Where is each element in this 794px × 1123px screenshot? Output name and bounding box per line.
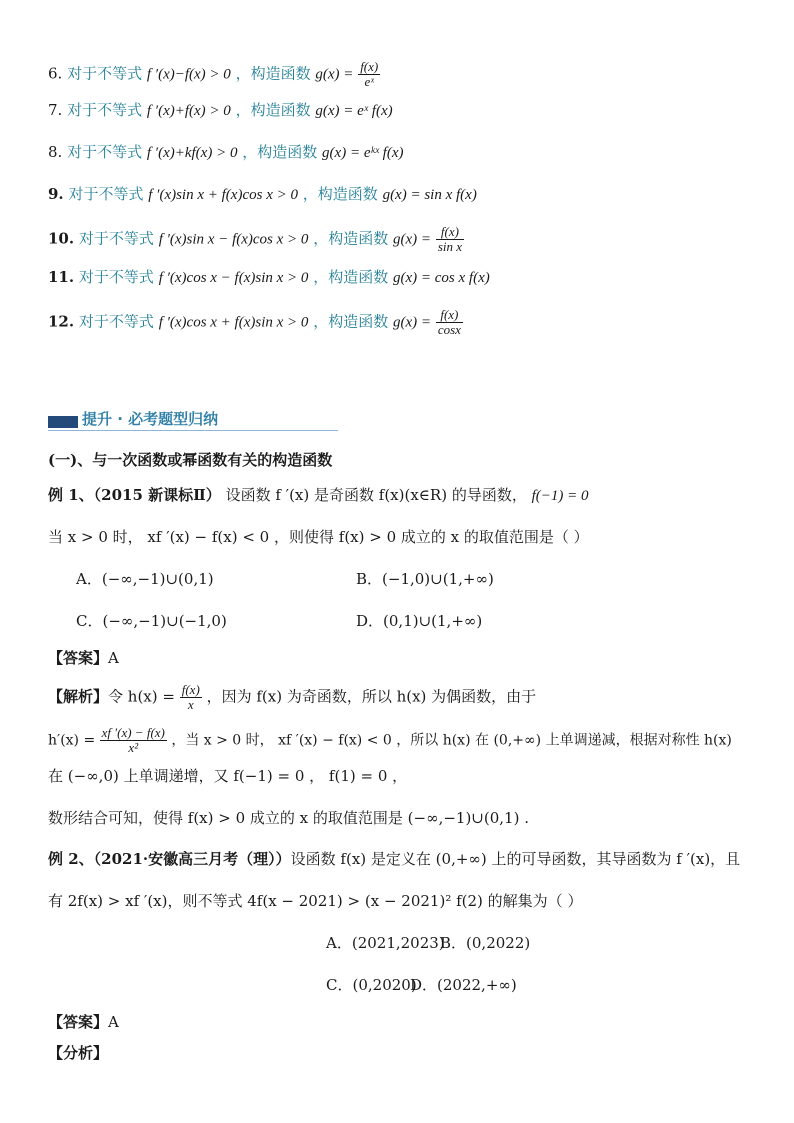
answer-value: A: [108, 649, 119, 667]
fraction-numerator: f(x): [360, 59, 379, 74]
analysis-label: 【分析】: [48, 1044, 109, 1062]
rule-6: [48, 60, 380, 89]
example-source: （2021·安徽高三月考（理））: [93, 850, 291, 868]
rule-12: [48, 308, 463, 337]
rule-mid: ，构造函数: [313, 312, 389, 331]
rule-fraction: [358, 60, 380, 89]
fraction-denominator: x: [187, 697, 194, 712]
fraction-denominator: sin x: [437, 239, 463, 254]
answer-label: 【答案】: [48, 649, 109, 667]
example-label: 例 2、: [48, 850, 94, 868]
rule-prefix: 对于不等式: [67, 64, 143, 83]
rule-number: 8.: [48, 143, 63, 161]
option-c: [76, 610, 227, 631]
option-value: (0,1)∪(1,+∞): [383, 612, 483, 630]
rule-function: g(x) = cos x f(x): [393, 270, 490, 286]
example-source: （2015 新课标Ⅱ）: [93, 486, 221, 504]
option-value: (0,2020): [352, 976, 417, 994]
analysis-label: 【解析】: [48, 687, 109, 706]
fraction-numerator: f(x): [436, 308, 463, 323]
example-text: 设函数 f(x) 是定义在 (0,+∞) 上的可导函数，其导函数为 f ′(x)，且: [290, 850, 741, 868]
rule-mid: ，构造函数: [235, 101, 311, 119]
fraction-numerator: xf ′(x) − f(x): [101, 725, 165, 740]
analysis-fraction: [100, 726, 167, 755]
analysis-line-4: 数形结合可知，使得 f(x) > 0 成立的 x 的取值范围是 (−∞,−1)∪(0,1) .: [48, 809, 529, 827]
option-value: (−∞,−1)∪(−1,0): [102, 612, 227, 630]
rule-fraction: [436, 225, 464, 254]
rule-function: g(x) = sin x f(x): [382, 187, 477, 203]
rule-mid: ，构造函数: [242, 143, 318, 161]
rule-inequality: f ′(x)−f(x) > 0: [146, 66, 231, 83]
section-bar-decoration: [48, 416, 78, 428]
analysis-line-2: [48, 726, 732, 755]
rule-function: g(x) =: [393, 231, 432, 248]
rule-mid: ，构造函数: [235, 64, 311, 83]
rule-mid: ，构造函数: [313, 268, 389, 286]
example-1-line-2: 当 x > 0 时， xf ′(x) − f(x) < 0 ，则使得 f(x) > 0 成立的 x 的取值范围是（ ）: [48, 528, 589, 546]
option-value: (−1,0)∪(1,+∞): [382, 570, 494, 588]
example-condition: f(−1) = 0: [531, 488, 589, 504]
answer-line: [48, 1012, 119, 1032]
answer-label: 【答案】: [48, 1013, 109, 1031]
option-a: [326, 932, 445, 953]
rule-inequality: f ′(x)+f(x) > 0: [146, 103, 231, 119]
rule-number: 7.: [48, 101, 63, 119]
example-2-line-2: 有 2f(x) > xf ′(x)，则不等式 4f(x − 2021) > (x − 2021)² f(2) 的解集为（ ）: [48, 892, 583, 910]
rule-number: 6.: [48, 64, 63, 83]
option-a: [76, 568, 214, 589]
subsection-title: (一)、与一次函数或幂函数有关的构造函数: [48, 451, 333, 469]
option-key: B．: [440, 934, 467, 952]
rule-8: [48, 142, 404, 163]
fraction-numerator: f(x): [181, 682, 200, 697]
rule-prefix: 对于不等式: [78, 229, 154, 248]
fraction-denominator: cosx: [437, 322, 461, 337]
option-value: (0,2022): [466, 934, 531, 952]
option-key: A．: [76, 570, 102, 588]
option-value: (2021,2023): [351, 934, 445, 952]
rule-inequality: f ′(x)+kf(x) > 0: [146, 145, 238, 161]
rule-function: g(x) =: [393, 314, 432, 331]
rule-prefix: 对于不等式: [68, 185, 144, 203]
option-d: [410, 974, 517, 995]
rule-inequality: f ′(x)cos x − f(x)sin x > 0: [158, 270, 309, 286]
rule-inequality: f ′(x)sin x + f(x)cos x > 0: [148, 187, 298, 203]
option-d: [356, 610, 482, 631]
rule-function: g(x) = eˣ f(x): [315, 103, 393, 119]
rule-11: [48, 267, 490, 288]
analysis-line-1: [48, 683, 536, 712]
rule-number: 10.: [48, 229, 75, 248]
analysis-line-3: 在 (−∞,0) 上单调递增，又 f(−1) = 0 ， f(1) = 0 ，: [48, 767, 408, 785]
fraction-numerator: f(x): [436, 225, 464, 240]
rule-mid: ，构造函数: [302, 185, 378, 203]
option-value: (−∞,−1)∪(0,1): [101, 570, 214, 588]
section-header: [48, 408, 338, 432]
rule-function: g(x) = eᵏˣ f(x): [322, 145, 404, 161]
rule-fraction: [436, 308, 463, 337]
option-key: C．: [76, 612, 103, 630]
rule-number: 9.: [48, 185, 64, 203]
analysis-text: 令 h(x) =: [108, 687, 175, 706]
rule-9: [48, 184, 477, 205]
option-key: D．: [410, 976, 438, 994]
option-key: B．: [356, 570, 383, 588]
option-c: [326, 974, 417, 995]
rule-prefix: 对于不等式: [67, 101, 143, 119]
example-1-line-1: [48, 485, 589, 506]
rule-mid: ，构造函数: [313, 229, 389, 248]
rule-number: 11.: [48, 268, 75, 286]
option-key: A．: [326, 934, 352, 952]
option-key: D．: [356, 612, 384, 630]
analysis-text: h′(x) =: [48, 732, 96, 749]
rule-number: 12.: [48, 312, 75, 331]
answer-value: A: [108, 1013, 119, 1031]
rule-inequality: f ′(x)sin x − f(x)cos x > 0: [158, 231, 309, 248]
rule-prefix: 对于不等式: [78, 268, 154, 286]
analysis-text: ，当 x > 0 时， xf ′(x) − f(x) < 0 ，所以 h(x) 在 (0,+∞) 上单调递减，根据对称性 h(x): [171, 732, 732, 749]
fraction-denominator: eˣ: [364, 74, 374, 89]
analysis-text: ，因为 f(x) 为奇函数，所以 h(x) 为偶函数，由于: [206, 687, 537, 706]
example-label: 例 1、: [48, 486, 94, 504]
example-2-line-1: [48, 849, 740, 869]
answer-line: [48, 648, 119, 668]
fraction-denominator: x²: [128, 740, 139, 755]
rule-function: g(x) =: [315, 66, 354, 83]
rule-prefix: 对于不等式: [67, 143, 143, 161]
section-title: 提升 · 必考题型归纳: [82, 410, 219, 428]
option-b: [356, 568, 494, 589]
analysis-fraction: [180, 683, 202, 712]
option-b: [440, 932, 530, 953]
rule-prefix: 对于不等式: [78, 312, 154, 331]
option-value: (2022,+∞): [437, 976, 517, 994]
example-text: 设函数 f ′(x) 是奇函数 f(x)(x∈R) 的导函数，: [225, 486, 527, 504]
rule-inequality: f ′(x)cos x + f(x)sin x > 0: [158, 314, 309, 331]
rule-10: [48, 225, 464, 254]
option-key: C．: [326, 976, 353, 994]
rule-7: [48, 100, 393, 121]
section-divider: [48, 430, 338, 431]
